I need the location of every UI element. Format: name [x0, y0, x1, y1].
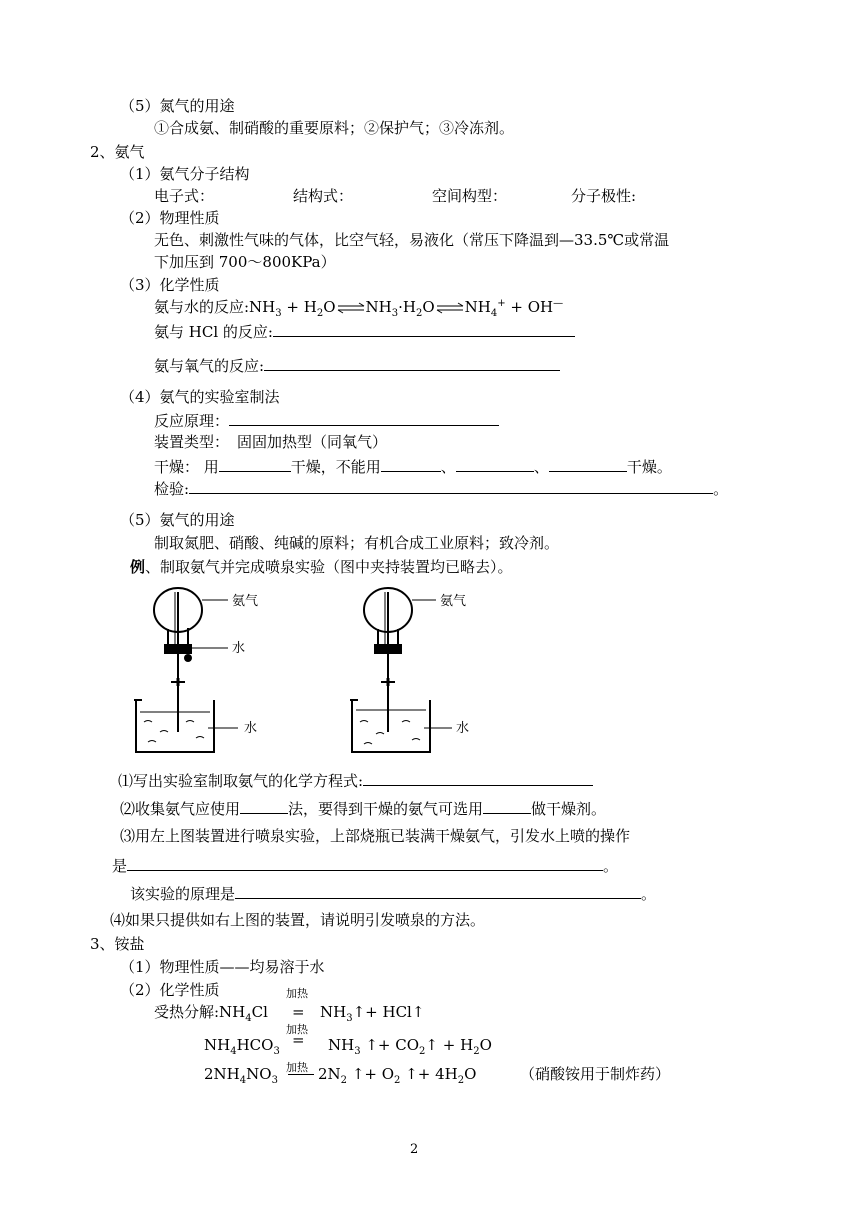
heat-label-1: 加热 — [286, 987, 308, 1000]
label-water-top-left: 水 — [232, 641, 246, 656]
blank-q2-desiccant[interactable] — [483, 797, 531, 814]
label-gas-left: 氨气 — [232, 594, 259, 609]
ammonium-chemical: （2）化学性质 — [120, 981, 220, 999]
section-ammonium: 3、铵盐 — [90, 935, 145, 953]
lab-heading: （4）氨气的实验室制法 — [120, 388, 280, 406]
water-reaction: 氨与水的反应$:NH_3 + H_2O$ $NH_3\cdot H_2O$ $NH_4^+ + OH^—$ — [154, 298, 564, 319]
question-3-line2: 是 。 — [112, 854, 618, 876]
section-ammonia: 2、氨气 — [90, 143, 145, 161]
question-3-line1: ⑶用左上图装置进行喷泉实验，上部烧瓶已装满干燥氨气，引发水上喷的操作 — [120, 827, 631, 845]
eq1-reactant: 受热分解$:NH_4Cl$ — [154, 1003, 268, 1024]
eq1-equals: = — [292, 1003, 305, 1021]
eq2-products: $NH_3$ ↑+ $CO_2↑ + H_2O$ — [328, 1036, 492, 1057]
blank-q3-principle[interactable] — [235, 882, 641, 899]
blank-dry3[interactable] — [456, 455, 534, 472]
hcl-reaction: 氨与 HCl 的反应: — [154, 320, 575, 342]
polarity-label: 分子极性: — [571, 187, 637, 205]
eq2-equals: = — [292, 1031, 305, 1049]
blank-test[interactable] — [189, 477, 713, 494]
label-water-bottom-right: 水 — [456, 721, 470, 736]
lab-principle: 反应原理： — [154, 409, 499, 431]
spatial-config-label: 空间构型： — [432, 187, 508, 205]
electron-formula-label: 电子式： — [154, 187, 215, 205]
label-water-bottom-left: 水 — [244, 721, 258, 736]
blank-principle[interactable] — [229, 409, 499, 426]
blank-dry1[interactable] — [219, 455, 291, 472]
eq1-products: $NH_3↑+$ HCl↑ — [320, 1003, 425, 1024]
equilibrium-arrow — [337, 302, 365, 314]
label-gas-right: 氨气 — [440, 594, 467, 609]
eq3-reactant: $2NH_4NO_3$ — [204, 1065, 278, 1086]
blank-q1[interactable] — [363, 769, 593, 786]
lab-dry: 干燥： 用 干燥，不能用 、 、 干燥。 — [154, 455, 672, 477]
physical-heading: （2）物理性质 — [120, 209, 220, 227]
left-apparatus — [134, 588, 258, 752]
question-2: ⑵收集氨气应使用 法，要得到干燥的氨气可选用 做干燥剂。 — [120, 797, 606, 819]
blank-hcl[interactable] — [273, 320, 575, 337]
blank-o2[interactable] — [264, 354, 560, 371]
nh3-uses-text: 制取氮肥、硝酸、纯碱的原料；有机合成工业原料；致冷剂。 — [154, 534, 560, 552]
eq3-products: $2N_2$ ↑+ $O_2$ ↑+ $4H_2O$ — [318, 1065, 477, 1086]
o2-reaction: 氨与氧气的反应: — [154, 354, 560, 376]
question-1: ⑴写出实验室制取氨气的化学方程式: — [118, 769, 593, 791]
heat-label-3: 加热 — [286, 1061, 308, 1074]
right-apparatus — [350, 588, 469, 752]
eq3-note: （硝酸铵用于制炸药） — [520, 1065, 671, 1083]
blank-q2-method[interactable] — [240, 797, 288, 814]
n2-uses-heading: （5）氮气的用途 — [120, 97, 235, 115]
n2-uses-text: ①合成氨、制硝酸的重要原料；②保护气；③冷冻剂。 — [154, 119, 515, 137]
heat-label-2: 加热 — [286, 1023, 308, 1036]
lab-test: 检验: 。 — [154, 477, 728, 499]
fountain-apparatus-diagram — [130, 582, 520, 757]
nh3-uses-heading: （5）氨气的用途 — [120, 511, 235, 529]
physical-line2: 下加压到 700～800KPa） — [154, 253, 336, 271]
chemical-heading: （3）化学性质 — [120, 276, 220, 294]
ammonium-physical: （1）物理性质——均易溶于水 — [120, 958, 325, 976]
blank-dry2[interactable] — [381, 455, 441, 472]
page-number: 2 — [410, 1142, 419, 1157]
structural-formula-label: 结构式： — [293, 187, 354, 205]
blank-q3-operation[interactable] — [127, 854, 603, 871]
lab-device: 装置类型： 固固加热型（同氧气） — [154, 433, 388, 451]
question-3-principle: 该实验的原理是 。 — [130, 882, 656, 904]
blank-dry4[interactable] — [549, 455, 627, 472]
example-title: 例、制取氨气并完成喷泉实验（图中夹持装置均已略去）。 — [130, 558, 513, 576]
question-4: ⑷如果只提供如右上图的装置，请说明引发喷泉的方法。 — [110, 911, 486, 929]
equilibrium-arrow — [436, 302, 464, 314]
physical-line1: 无色、刺激性气味的气体，比空气轻，易液化（常压下降温到—33.5℃或常温 — [154, 231, 670, 249]
structure-heading: （1）氨气分子结构 — [120, 165, 250, 183]
eq3-bar — [288, 1074, 314, 1075]
eq2-reactant: $NH_4HCO_3$ — [204, 1036, 280, 1057]
